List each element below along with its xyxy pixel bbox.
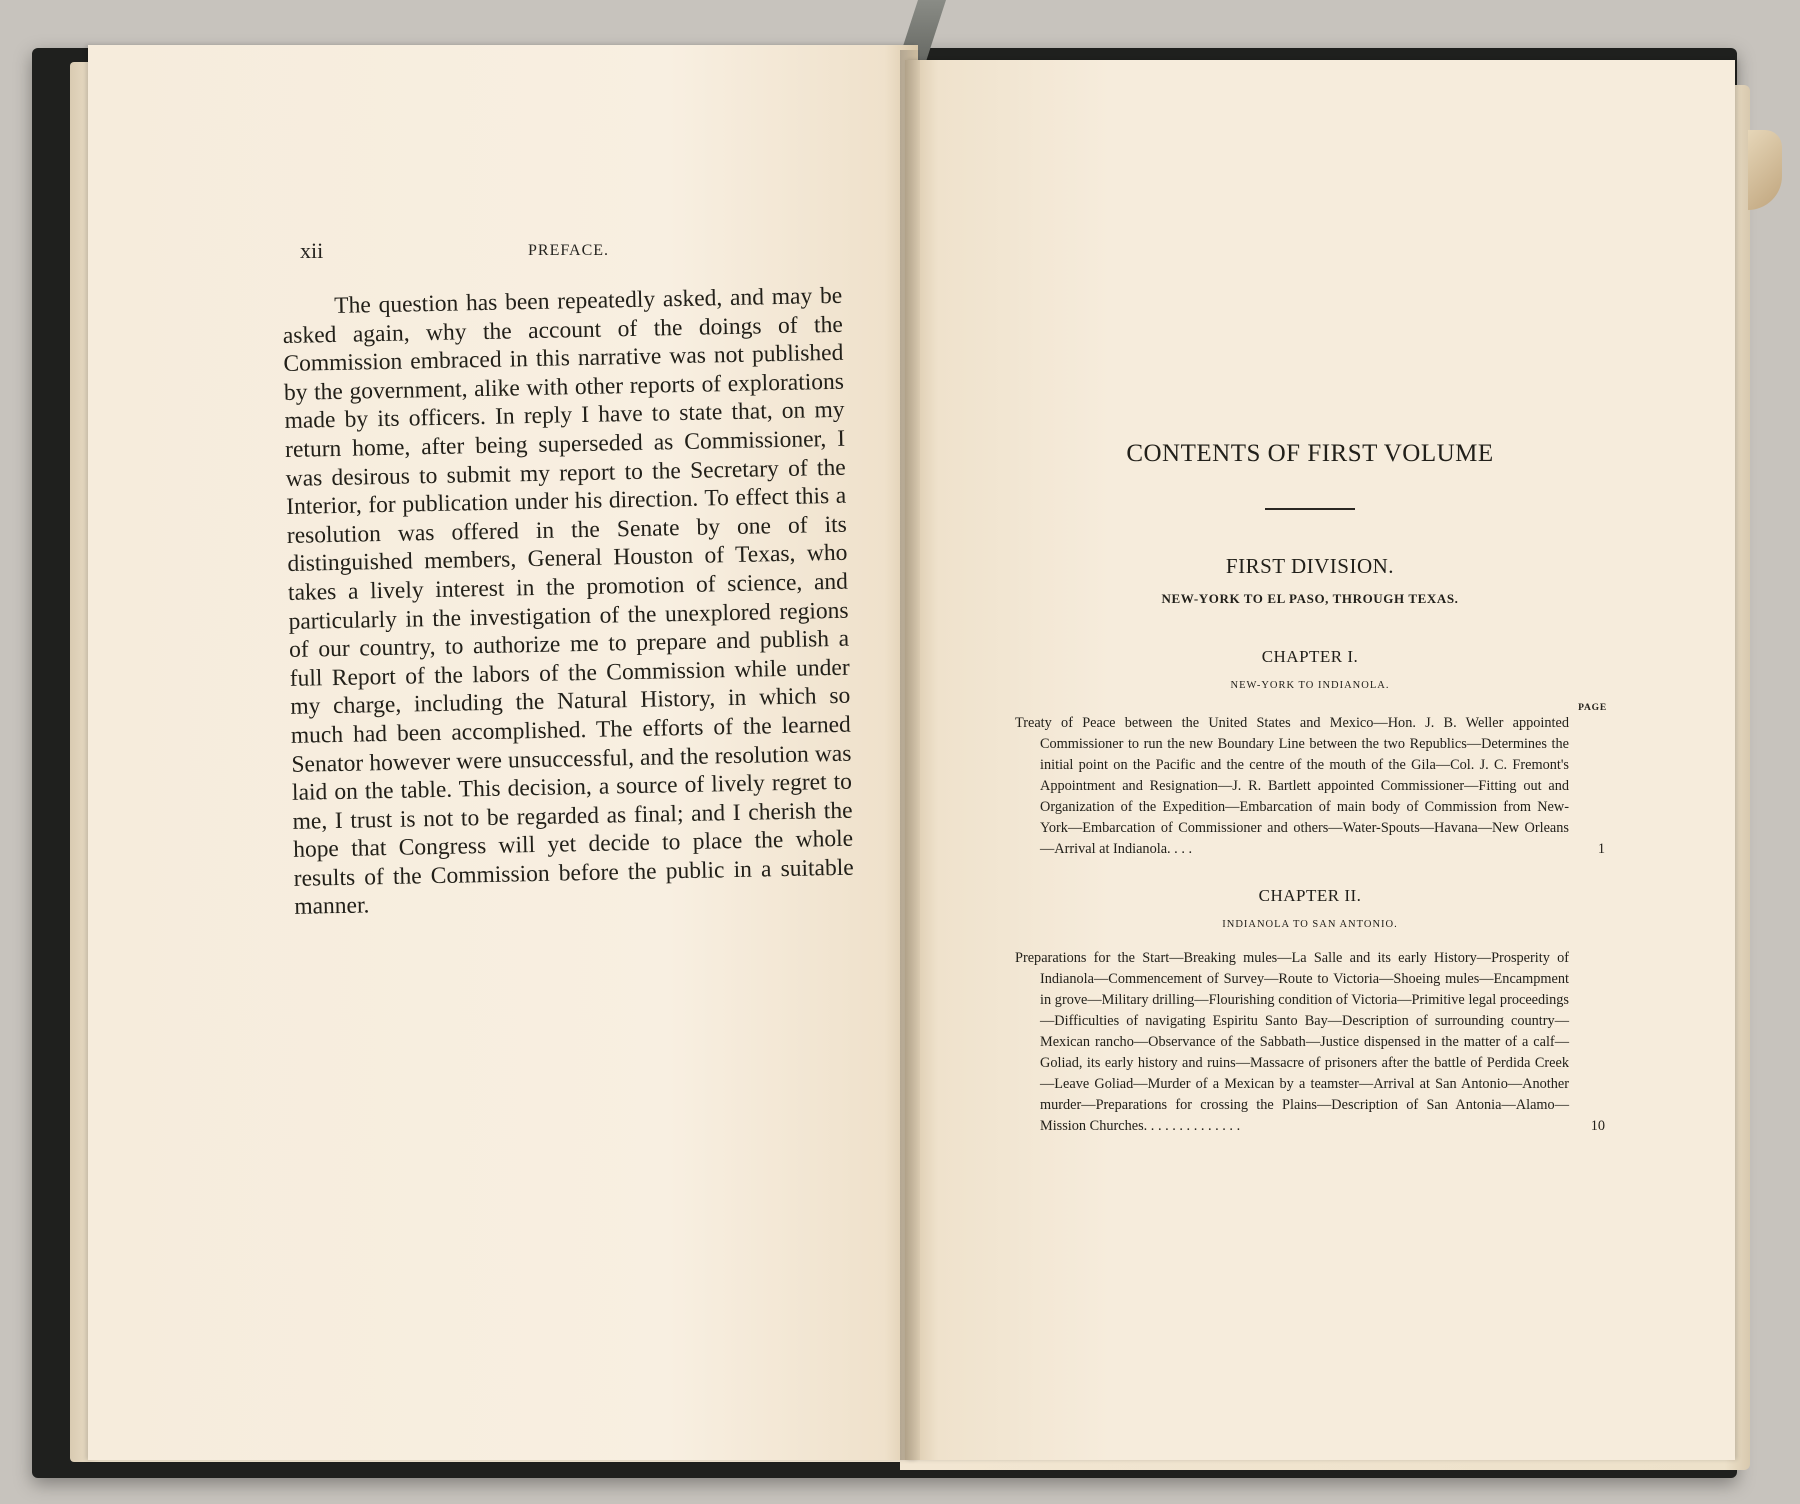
chapter-summary: Preparations for the Start—Breaking mules—La Salle and its early History—Prosperity of Indianola—Commencement of Survey—Route to Victoria—Shoeing mules—Encampment in grove—Military drilling—Flourishing condition of Victoria—Primitive legal proceedings—Difficulties of navigating Espiritu Santo Bay—Description of surrounding country—Mexican rancho—Observance of the Sabbath—Justice dispensed in the matter of a calf—Goliad, its early history and ruins—Massacre of prisoners after the battle of Perdida Creek—Leave Goliad—Murder of a Mexican by a teamster—Arrival at San Antonio—Another murder—Preparations for crossing the Plains—Description of San Antonia—Alamo—Mission Churches. . . . . . . . . . . . . . [1015,950,1569,1134]
entry-page-number: 1 [1597,841,1605,857]
running-head-title: PREFACE. [528,242,610,259]
page-number: xii [300,238,324,263]
entry-page-number: 10 [1590,1118,1605,1134]
toc-entry [1015,948,1605,1137]
chapter-summary: Treaty of Peace between the United States and Mexico—Hon. J. B. Weller appointed Commissioner to run the new Boundary Line between the two Republics—Determines the initial point on the Pacific and the centre of the mouth of the Gila—Col. J. C. Fremont's Appointment and Resignation—J. R. Bartlett appointed Commissioner—Fitting out and Organization of the Expedition—Embarcation of main body of Commission from New-York—Embarcation of Commissioner and others—Water-Spouts—Havana—New Orleans—Arrival at Indianola. . . . [1015,715,1569,857]
table-of-contents [1015,440,1605,1137]
running-head [300,238,910,268]
division-subtitle: NEW-YORK TO EL PASO, THROUGH TEXAS. [1161,591,1459,606]
preface-paragraph: The question has been repeatedly asked, and may be asked again, why the account of the doings of the Commission embraced in this narrative was not published by the government, alike with other reports of explorations made by its officers. In reply I have to state that, on my return home, after being superseded as Commissioner, I was desirous to submit my report to the Secretary of the Interior, for publication under his direction. To effect this a resolution was offered in the Senate by one of its distinguished members, General Houston of Texas, who takes a lively interest in the promotion of science, and particularly in the investigation of the unexplored regions of our country, to authorize me to prepare and publish a full Report of the labors of the Commission while under my charge, including the Natural History, in which so much had been accomplished. The efforts of the learned Senator however were unsuccessful, and the resolution was laid on the table. This decision, a source of lively regret to me, I trust is not to be regarded as final; and I cherish the hope that Congress will yet decide to place the whole results of the Commission before the public in a suitable manner. [282,282,854,921]
page-curl [1748,130,1782,210]
toc-entry [1015,713,1605,860]
chapter-heading: CHAPTER II. [1258,886,1362,905]
chapter-heading: CHAPTER I. [1261,647,1359,666]
chapter-subtitle: INDIANOLA TO SAN ANTONIO. [1222,919,1398,930]
title-rule [1265,508,1355,510]
page-column-label: PAGE [1578,703,1607,713]
division-heading: FIRST DIVISION. [1225,554,1395,578]
contents-title: CONTENTS OF FIRST VOLUME [1126,440,1494,467]
chapter-subtitle: NEW-YORK TO INDIANOLA. [1230,680,1390,691]
